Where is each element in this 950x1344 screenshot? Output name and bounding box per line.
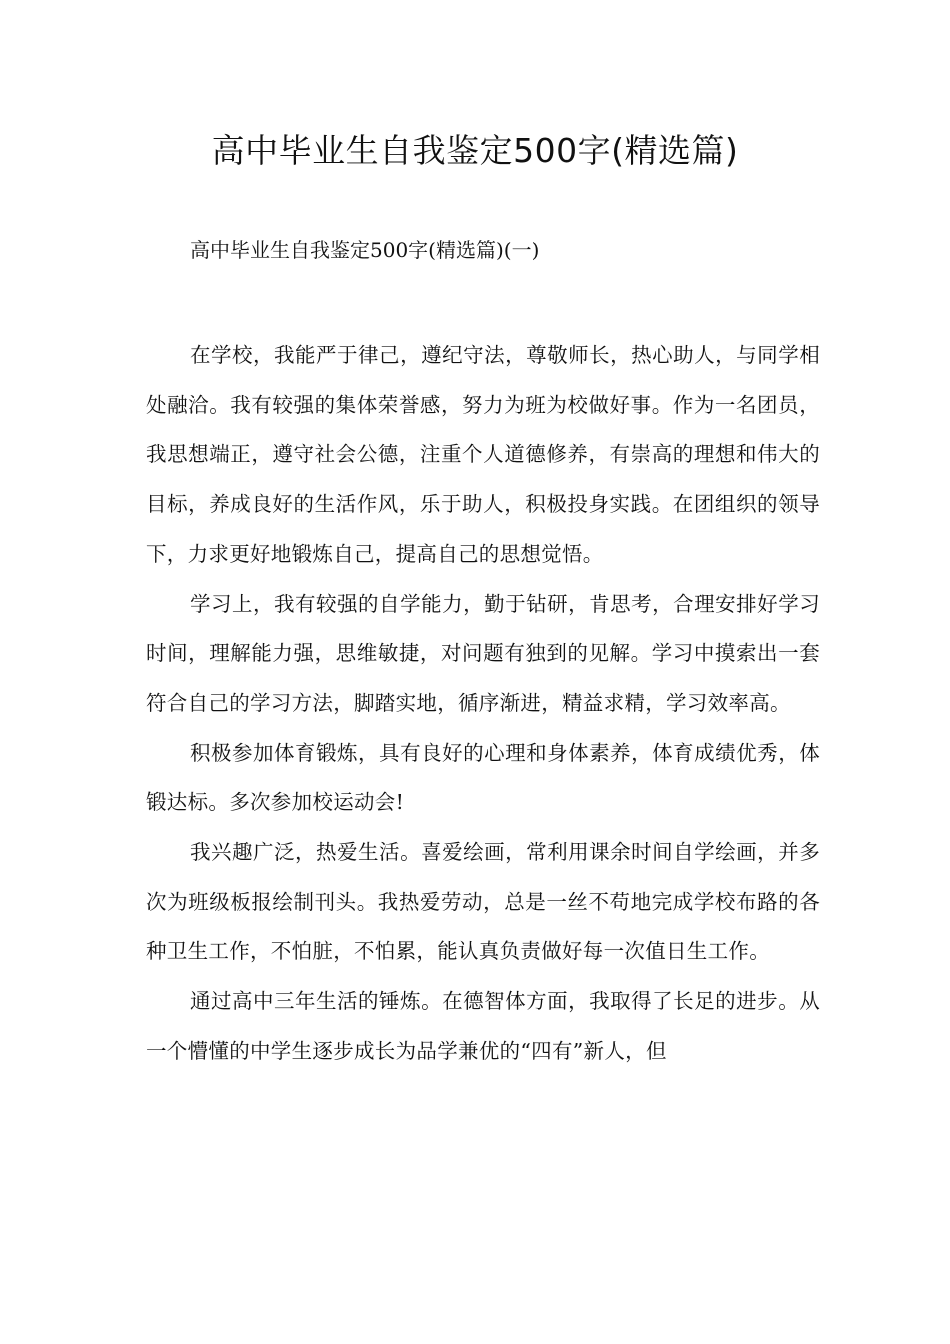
section-subtitle: 高中毕业生自我鉴定500字(精选篇)(一) [190,238,540,262]
document-title: 高中毕业生自我鉴定500字(精选篇) [211,131,739,170]
paragraph-sports: 积极参加体育锻炼，具有良好的心理和身体素养，体育成绩优秀，体锻达标。多次参加校运动会! [146,740,820,815]
paragraph-interests: 我兴趣广泛，热爱生活。喜爱绘画，常利用课余时间自学绘画，并多次为班级板报绘制刊头。我热爱劳动，总是一丝不苟地完成学校布路的各种卫生工作，不怕脏，不怕累，能认真负责做好每一次值日生工作。 [146,840,820,964]
paragraph-summary: 通过高中三年生活的锤炼。在德智体方面，我取得了长足的进步。从一个懵懂的中学生逐步成长为品学兼优的“四有”新人，但 [146,989,820,1063]
document-body [146,331,820,1077]
paragraph-conduct: 在学校，我能严于律己，遵纪守法，尊敬师长，热心助人，与同学相处融洽。我有较强的集体荣誉感，努力为班为校做好事。作为一名团员，我思想端正，遵守社会公德，注重个人道德修养，有崇高的理想和伟大的目标，养成良好的生活作风，乐于助人，积极投身实践。在团组织的领导下，力求更好地锻炼自己，提高自己的思想觉悟。 [146,343,820,566]
paragraph-study: 学习上，我有较强的自学能力，勤于钻研，肯思考，合理安排好学习时间，理解能力强，思维敏捷，对问题有独到的见解。学习中摸索出一套符合自己的学习方法，脚踏实地，循序渐进，精益求精，学习效率高。 [146,591,820,715]
